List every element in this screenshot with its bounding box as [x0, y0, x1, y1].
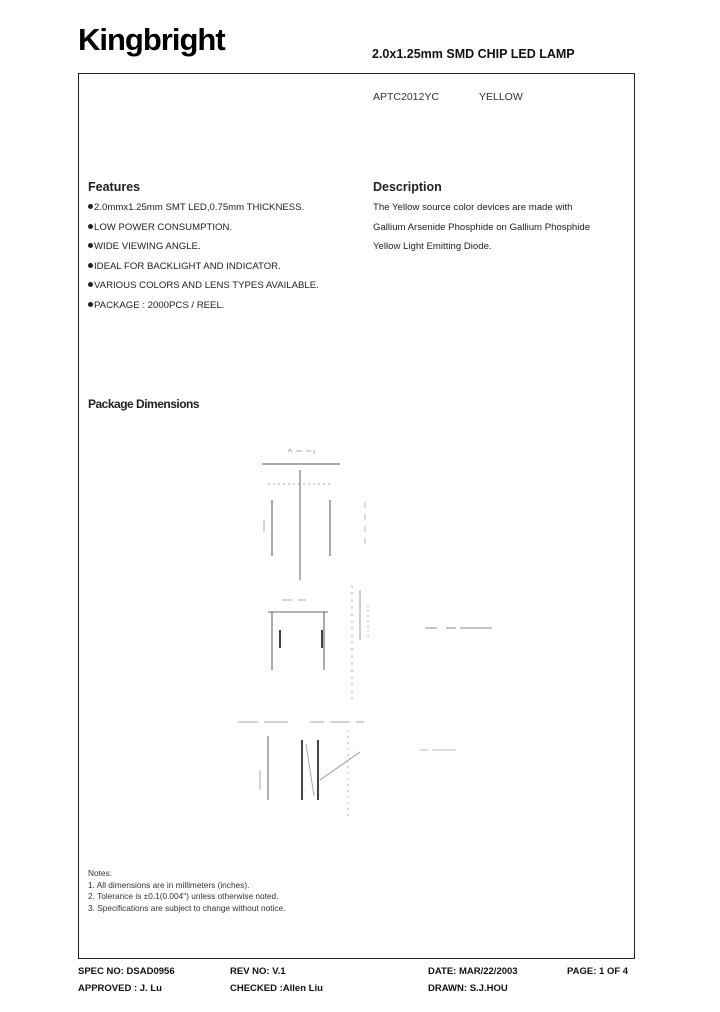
feature-item: WIDE VIEWING ANGLE. [88, 240, 319, 260]
bottom-view [238, 722, 456, 820]
brand-logo: Kingbright [78, 22, 225, 57]
bullet-icon [88, 282, 93, 287]
document-title: 2.0x1.25mm SMD CHIP LED LAMP [372, 47, 575, 61]
features-heading: Features [88, 180, 141, 194]
feature-item: IDEAL FOR BACKLIGHT AND INDICATOR. [88, 260, 319, 280]
note-item: 3. Specifications are subject to change without notice. [88, 902, 286, 913]
feature-item: LOW POWER CONSUMPTION. [88, 221, 319, 241]
feature-item: 2.0mmx1.25mm SMT LED,0.75mm THICKNESS. [88, 201, 319, 221]
spec-number: SPEC NO: DSAD0956 [78, 966, 175, 977]
drawn-by: DRAWN: S.J.HOU [428, 983, 508, 994]
features-list [88, 201, 319, 319]
description-line: The Yellow source color devices are made with [373, 202, 573, 213]
description-line: Gallium Arsenide Phosphide on Gallium Phosphide [373, 221, 591, 233]
side-view [268, 585, 492, 700]
bullet-icon [88, 263, 93, 268]
feature-item: VARIOUS COLORS AND LENS TYPES AVAILABLE. [88, 279, 319, 299]
top-view [262, 449, 365, 580]
bullet-icon [88, 204, 93, 209]
description-heading: Description [373, 180, 442, 194]
notes-title: Notes: [88, 868, 112, 878]
bullet-icon [88, 243, 93, 248]
revision-number: REV NO: V.1 [230, 966, 286, 977]
part-number: APTC2012YC [373, 91, 439, 103]
bullet-icon [88, 302, 93, 307]
part-color: YELLOW [479, 91, 523, 103]
description-body [373, 201, 635, 260]
note-item: 2. Tolerance is ±0.1(0.004") unless otherwise noted. [88, 891, 279, 901]
package-dimension-drawing [220, 440, 520, 840]
checked-by: CHECKED :Allen Liu [230, 983, 323, 994]
page-indicator: PAGE: 1 OF 4 [567, 966, 629, 977]
package-dimensions-heading: Package Dimensions [88, 397, 200, 411]
notes-block [88, 868, 285, 914]
feature-item: PACKAGE : 2000PCS / REEL. [88, 299, 319, 319]
approved-by: APPROVED : J. Lu [78, 983, 162, 994]
document-date: DATE: MAR/22/2003 [428, 966, 518, 977]
bullet-icon [88, 224, 93, 229]
description-line: Yellow Light Emitting Diode. [373, 241, 492, 253]
note-item: 1. All dimensions are in millimeters (inches). [88, 879, 250, 890]
